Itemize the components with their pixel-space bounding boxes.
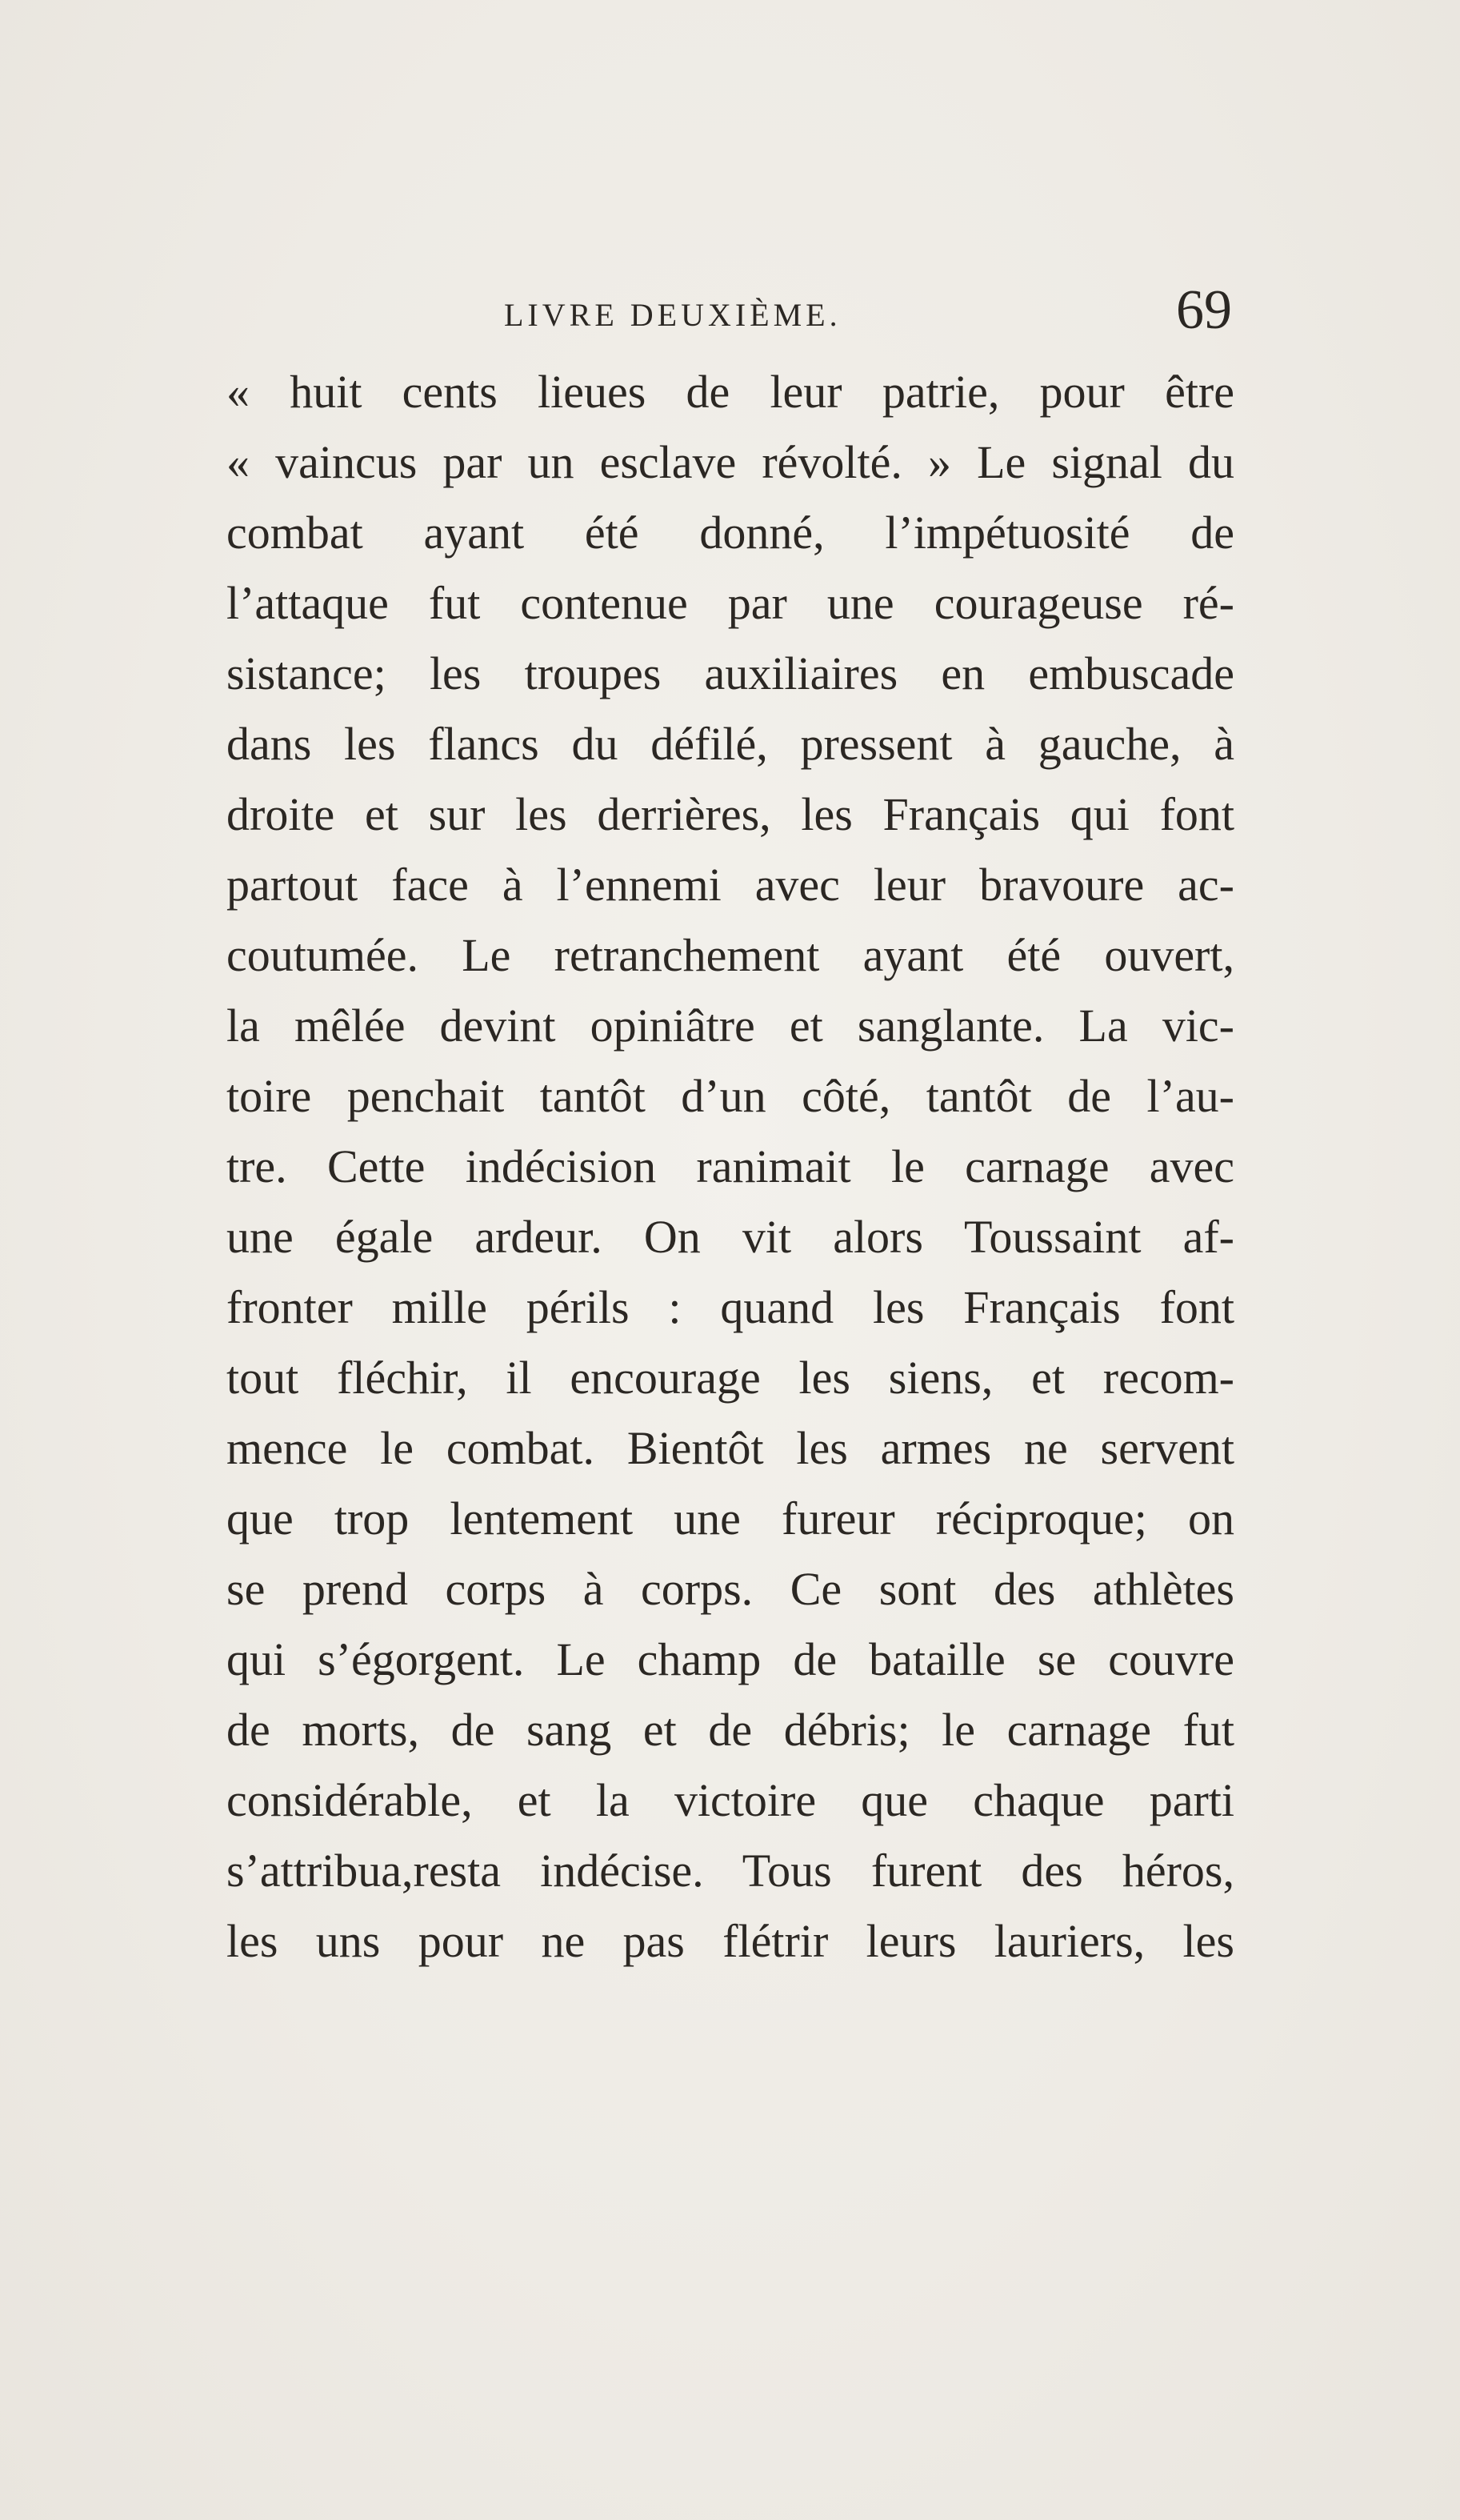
text-line: partout face à l’ennemi avec leur bravoure ac- xyxy=(226,859,1234,911)
text-line: « huit cents lieues de leur patrie, pour être xyxy=(226,366,1234,418)
text-line: que trop lentement une fureur réciproque; on xyxy=(226,1492,1234,1544)
text-line: combat ayant été donné, l’impétuosité de xyxy=(226,507,1234,559)
text-line: considérable, et la victoire que chaque parti xyxy=(226,1774,1234,1826)
text-line: s’attribua,resta indécise. Tous furent des héros, xyxy=(226,1845,1234,1897)
text-line: droite et sur les derrières, les Français qui font xyxy=(226,788,1234,840)
text-line: tre. Cette indécision ranimait le carnage avec xyxy=(226,1140,1234,1192)
text-line: tout fléchir, il encourage les siens, et recom- xyxy=(226,1352,1234,1404)
text-line: toire penchait tantôt d’un côté, tantôt de l’au- xyxy=(226,1070,1234,1122)
text-line: sistance; les troupes auxiliaires en embuscade xyxy=(226,647,1234,699)
page-number: 69 xyxy=(1176,279,1232,341)
text-line: une égale ardeur. On vit alors Toussaint af- xyxy=(226,1211,1234,1263)
text-line: mence le combat. Bientôt les armes ne servent xyxy=(226,1422,1234,1474)
text-line: dans les flancs du défilé, pressent à gauche, à xyxy=(226,718,1234,770)
text-line: la mêlée devint opiniâtre et sanglante. La vic- xyxy=(226,1000,1234,1052)
running-head xyxy=(224,279,1232,360)
text-line: qui s’égorgent. Le champ de bataille se couvre xyxy=(226,1633,1234,1685)
text-line: coutumée. Le retranchement ayant été ouvert, xyxy=(226,929,1234,981)
text-line: se prend corps à corps. Ce sont des athlètes xyxy=(226,1563,1234,1615)
body-text xyxy=(226,357,1234,1977)
text-line: de morts, de sang et de débris; le carnage fut xyxy=(226,1704,1234,1756)
text-line: les uns pour ne pas flétrir leurs lauriers, les xyxy=(226,1915,1234,1967)
text-line: fronter mille périls : quand les Français font xyxy=(226,1281,1234,1333)
chapter-title: LIVRE DEUXIÈME. xyxy=(504,297,842,333)
text-line: l’attaque fut contenue par une courageuse ré- xyxy=(226,577,1234,629)
text-line: « vaincus par un esclave révolté. » Le signal du xyxy=(226,436,1234,488)
